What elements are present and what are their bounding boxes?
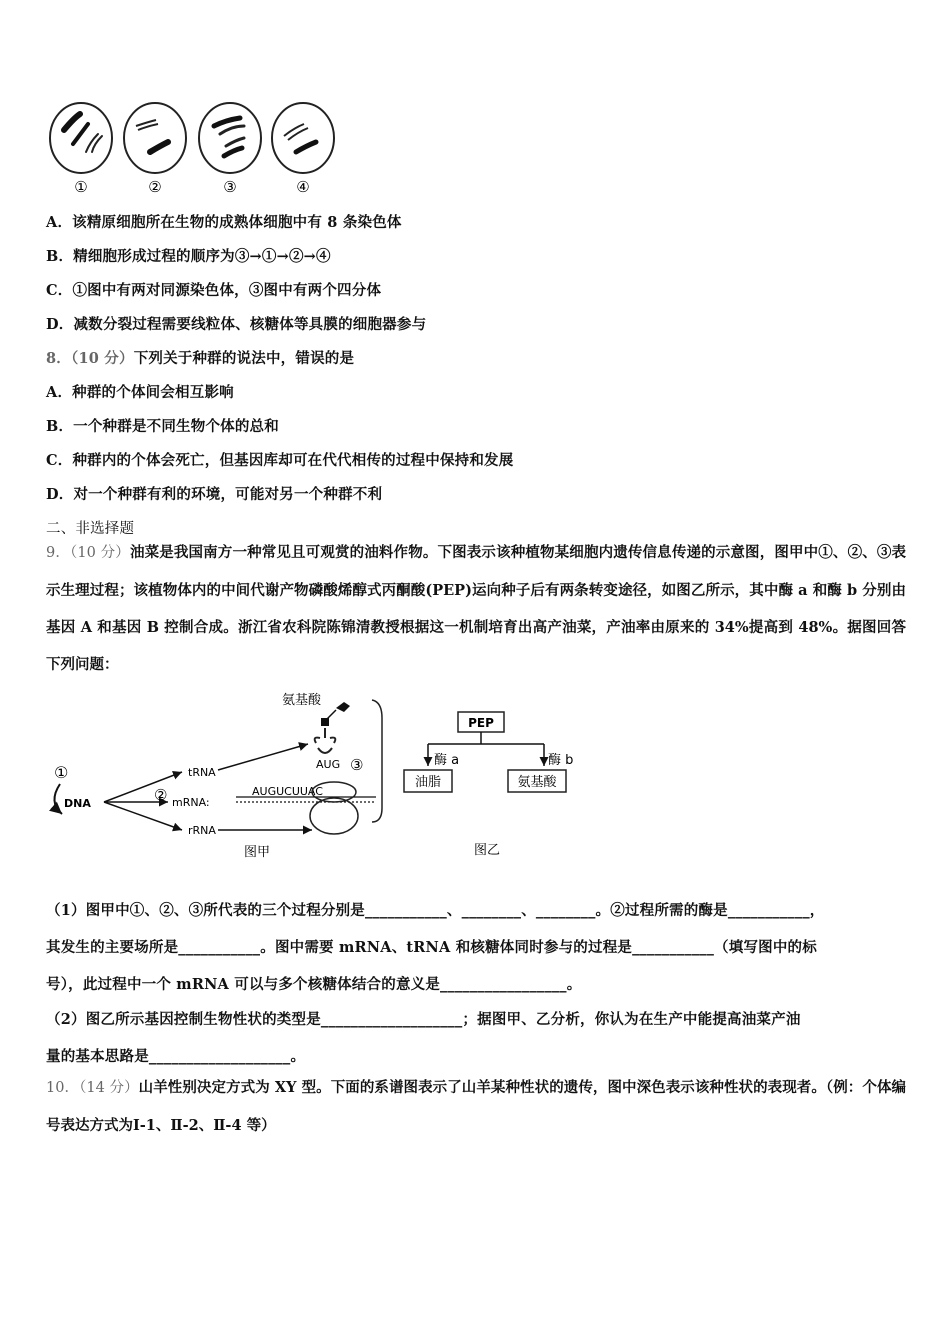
- dna-label: DNA: [64, 797, 91, 810]
- cell-label-3: ③: [223, 178, 237, 196]
- cell-label-2: ②: [148, 178, 162, 196]
- q8-option-b: B．一个种群是不同生物个体的总和: [46, 418, 279, 435]
- cell-division-figure: [44, 100, 344, 202]
- q10-text: 山羊性别决定方式为 XY 型。下面的系谱图表示了山羊某种性状的遗传，图中深色表示该种性状的表现者。（例：个体编号表达方式为Ⅰ-1、Ⅱ-2、Ⅱ-4 等）: [46, 1079, 907, 1134]
- q9-sub1-line2: 其发生的主要场所是___________。图中需要 mRNA、tRNA 和核糖体同时参与的过程是___________（填写图中的标: [46, 939, 817, 956]
- cell-4: [272, 103, 334, 173]
- q8-number: 8．: [46, 350, 71, 367]
- cell-label-1: ①: [74, 178, 88, 196]
- process-1-label: ①: [54, 763, 69, 782]
- q9-sub1-line1: （1）图甲中①、②、③所代表的三个过程分别是___________、________、________。②过程所需的酶是___________，: [46, 902, 825, 919]
- figure-yi-caption: 图乙: [474, 843, 501, 858]
- q9-sub2-line2: 量的基本思路是___________________。: [46, 1048, 306, 1065]
- enzyme-a-label: 酶 a: [434, 753, 460, 768]
- trna-label: tRNA: [188, 766, 216, 779]
- cell-3: [199, 103, 261, 173]
- mrna-label: mRNA:: [172, 796, 210, 809]
- q9-sub1-line3: 号），此过程中一个 mRNA 可以与多个核糖体结合的意义是_________________。: [46, 976, 582, 993]
- q10-stem: [46, 1069, 906, 1144]
- q8-option-a: A．种群的个体间会相互影响: [46, 384, 234, 401]
- q9-number: 9．: [46, 545, 71, 561]
- amino-acid-label: 氨基酸: [282, 693, 322, 708]
- oil-label: 油脂: [414, 775, 442, 790]
- q10-number: 10．: [46, 1080, 80, 1096]
- cell-1: [50, 103, 112, 173]
- figure-jia: [46, 688, 392, 866]
- q10-score: （14 分）: [79, 1080, 139, 1096]
- q7-option-d: D．减数分裂过程需要线粒体、核糖体等具膜的细胞器参与: [46, 316, 427, 333]
- q7-option-a: A．该精原细胞所在生物的成熟体细胞中有 8 条染色体: [46, 214, 402, 231]
- process-2-label: ②: [154, 786, 168, 804]
- rrna-label: rRNA: [188, 824, 216, 837]
- q8-score: （10 分）: [71, 350, 134, 367]
- figure-jia-caption: 图甲: [244, 845, 271, 860]
- q8-option-c: C．种群内的个体会死亡，但基因库却可在代代相传的过程中保持和发展: [46, 452, 514, 469]
- q8-text: 下列关于种群的说法中，错误的是: [133, 350, 355, 367]
- process-3-label: ③: [350, 756, 364, 774]
- q7-option-c: C．①图中有两对同源染色体，③图中有两个四分体: [46, 282, 382, 299]
- figure-yi: [396, 700, 586, 860]
- cell-label-4: ④: [296, 178, 310, 196]
- cell-2: [124, 103, 186, 173]
- q9-text: 油菜是我国南方一种常见且可观赏的油料作物。下图表示该种植物某细胞内遗传信息传递的示意图，图甲中①、②、③表示生理过程；该植物体内的中间代谢产物磷酸烯醇式丙酮酸(PEP)运向种子后有两条转变途径，如图乙所示，其中酶 a 和酶 b 分别由基因 A 和基因 B 控制合成。浙江省农科院陈锦清教授根据这一机制培育出高产油菜，产油率由原来的 34%提高到 48%。据图回答下列问题：: [46, 544, 907, 673]
- section-heading: 二、非选择题: [46, 521, 135, 537]
- aug-label: AUG: [316, 758, 341, 771]
- q8-option-d: D．对一个种群有利的环境，可能对另一个种群不利: [46, 486, 383, 503]
- pep-label: PEP: [468, 716, 494, 730]
- enzyme-b-label: 酶 b: [548, 753, 574, 768]
- amino-acid-box-label: 氨基酸: [517, 775, 557, 790]
- q8-stem: [46, 347, 354, 368]
- q9-stem: [46, 534, 906, 683]
- q9-sub2-line1: （2）图乙所示基因控制生物性状的类型是___________________；据图甲、乙分析，你认为在生产中能提高油菜产油: [46, 1011, 801, 1028]
- q7-option-b: B．精细胞形成过程的顺序为③→①→②→④: [46, 248, 331, 265]
- q9-score: （10 分）: [70, 545, 130, 561]
- mrna-sequence: AUGUCUUAC: [252, 785, 323, 798]
